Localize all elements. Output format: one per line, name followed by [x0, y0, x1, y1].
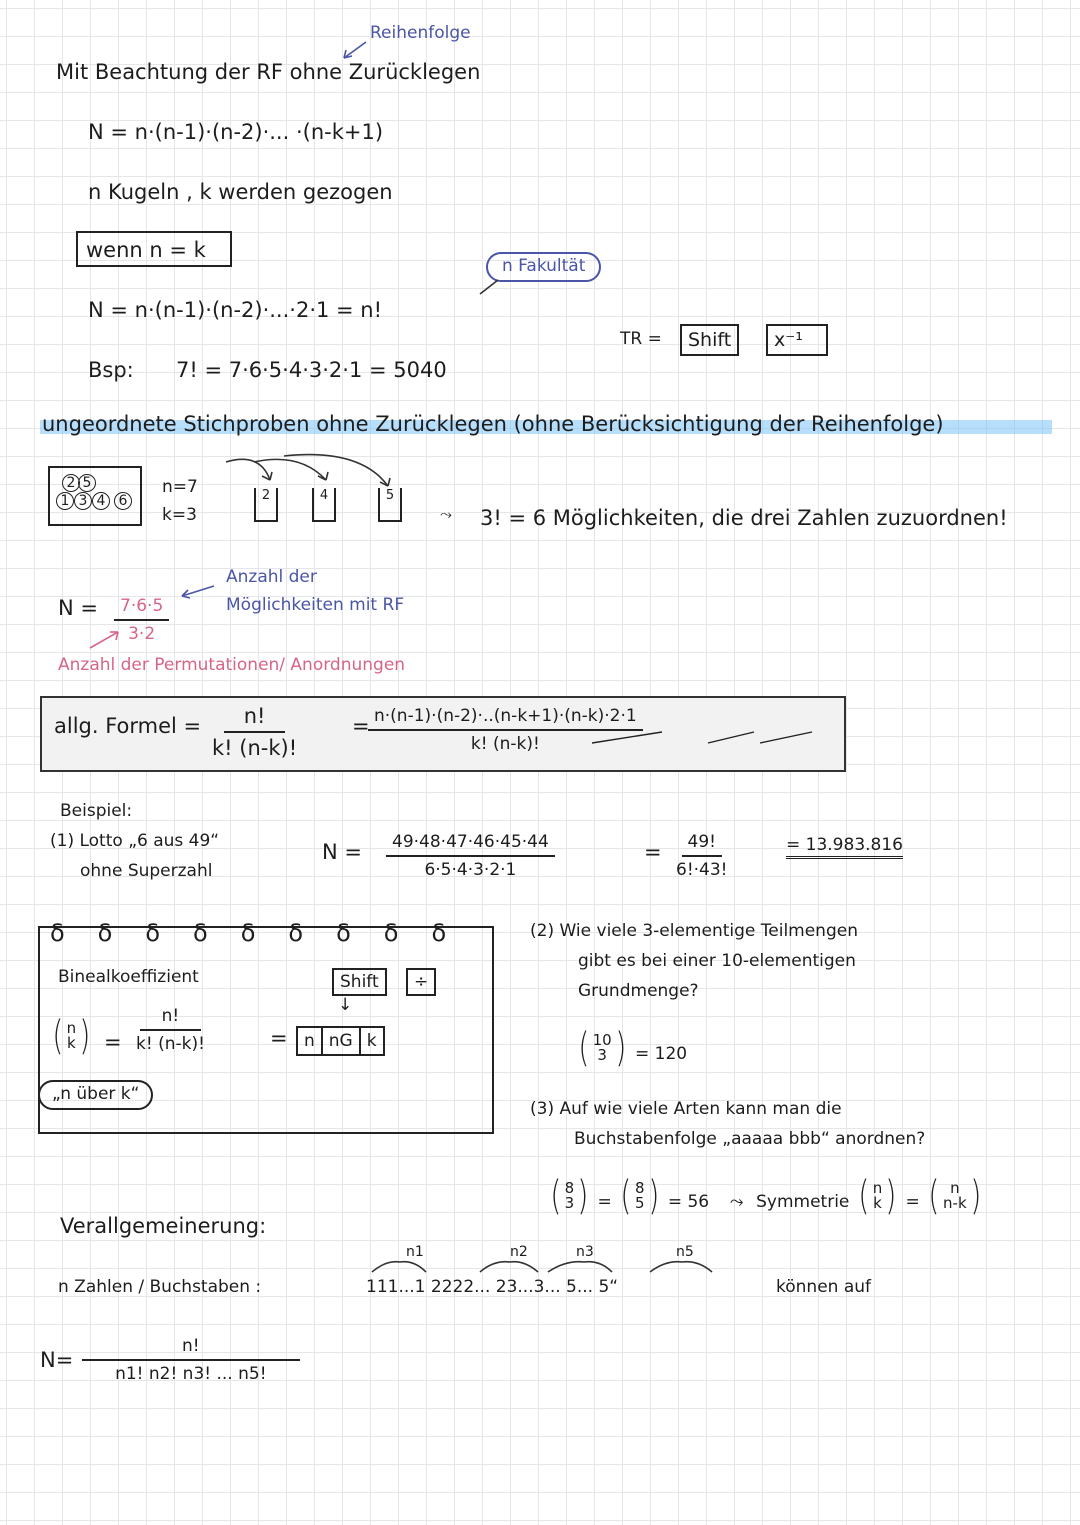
lotto-N-label: N =: [322, 840, 362, 864]
fraction-denominator: 3·2: [128, 624, 156, 644]
fraction-example: [114, 596, 169, 644]
binomial: ( n n-k ): [928, 1173, 981, 1219]
question-2-line-2: gibt es bei einer 10-elementigen: [578, 951, 856, 971]
permutation-text: 3! = 6 Möglichkeiten, die drei Zahlen zuzuordnen!: [480, 506, 1008, 530]
fraction-numerator: 7·6·5: [114, 596, 169, 621]
annotation-possibilities-2: Möglichkeiten mit RF: [226, 595, 405, 615]
ball: 2: [62, 474, 80, 492]
generalization-tail: können auf: [776, 1277, 872, 1297]
lotto-line-2: ohne Superzahl: [80, 861, 213, 881]
N-label: N=: [40, 1348, 74, 1372]
lotto-denominator-1: 6·5·4·3·2·1: [424, 860, 517, 880]
section-heading-unordered: ungeordnete Stichproben ohne Zurücklegen (ohne Berücksichtigung der Reihenfolge): [42, 412, 944, 436]
case-text: wenn n = k: [86, 238, 206, 262]
group-label: n2: [510, 1244, 528, 1260]
binomial-denominator: k! (n-k)!: [136, 1034, 205, 1054]
formula-ordered: N = n·(n-1)·(n-2)·... ·(n-k+1): [88, 120, 384, 144]
k-value: k=3: [162, 505, 197, 525]
lotto-fraction-2: [676, 832, 727, 880]
generalization-sequence: 111...1 2222... 23...3... 5... 5“: [366, 1277, 619, 1297]
generalization-heading: Verallgemeinerung:: [60, 1214, 267, 1238]
annotation-reihenfolge: Reihenfolge: [370, 23, 471, 43]
slot: 4: [312, 488, 336, 522]
equals-sign: =: [270, 1026, 288, 1050]
calc-k: k: [366, 1031, 377, 1051]
key-inverse: x⁻¹: [766, 324, 828, 356]
calculator-input: [296, 1026, 385, 1056]
question-2-line-1: (2) Wie viele 3-elementige Teilmengen: [530, 921, 858, 941]
generalization-line: n Zahlen / Buchstaben :: [58, 1277, 262, 1297]
lotto-numerator-2: 49!: [682, 832, 722, 857]
equals-sign: =: [352, 714, 370, 738]
ball: 1: [56, 492, 74, 510]
N-label: N =: [58, 596, 98, 620]
question-2-answer: ( 10 3 ) = 120: [576, 1028, 687, 1068]
calc-n: n: [304, 1031, 315, 1051]
binomial: ( 8 5 ): [620, 1173, 659, 1219]
formula-denominator: k! (n-k)!: [212, 736, 298, 760]
key-divide: ÷: [406, 968, 436, 996]
section-heading-ordered: Mit Beachtung der RF ohne Zurücklegen: [56, 60, 481, 84]
lotto-line-1: (1) Lotto „6 aus 49“: [50, 831, 220, 851]
multinomial-denominator: n1! n2! n3! ... n5!: [115, 1364, 267, 1384]
key-shift: Shift: [332, 968, 387, 996]
general-formula-fraction: [212, 704, 297, 760]
ball: 4: [92, 492, 110, 510]
key-shift: Shift: [680, 324, 739, 356]
binomial-label: Binealkoeffizient: [58, 967, 199, 987]
decorative-symbols: δδδδδδδδδ: [50, 919, 480, 947]
group-label: n1: [406, 1244, 424, 1260]
group-label: n5: [676, 1244, 694, 1260]
ball: 6: [114, 492, 132, 510]
multinomial-numerator: n!: [82, 1336, 300, 1361]
expanded-formula-fraction: [368, 706, 643, 754]
lotto-numerator-1: 49·48·47·46·45·44: [386, 832, 555, 857]
squiggle-arrow-icon: ⤳: [440, 505, 453, 523]
slot: 2: [254, 488, 278, 522]
binomial-numerator: n!: [140, 1006, 202, 1031]
n-value: n=7: [162, 477, 198, 497]
lotto-denominator-2: 6!·43!: [676, 860, 728, 880]
formula-numerator: n!: [224, 704, 286, 733]
binomial: ( 10 3 ): [578, 1025, 626, 1071]
example-factorial: 7! = 7·6·5·4·3·2·1 = 5040: [176, 358, 447, 382]
lotto-result: = 13.983.816: [786, 836, 903, 859]
question-3-line-1: (3) Auf wie viele Arten kann man die: [530, 1099, 842, 1119]
expanded-denominator: k! (n-k)!: [470, 734, 540, 754]
ball: 5: [78, 474, 96, 492]
binomial-symbol: ( n k ): [52, 1013, 91, 1059]
binomial-fraction: [136, 1006, 205, 1054]
formula-factorial: N = n·(n-1)·(n-2)·...·2·1 = n!: [88, 298, 383, 322]
example-label: Bsp:: [88, 358, 134, 382]
binomial: ( 8 3 ): [550, 1173, 589, 1219]
arrow-down-icon: ↓: [338, 995, 353, 1015]
question-3-line-2: Buchstabenfolge „aaaaa bbb“ anordnen?: [574, 1129, 926, 1149]
formula-label: allg. Formel =: [54, 714, 202, 738]
calculator-label: TR =: [620, 329, 662, 349]
annotation-possibilities-1: Anzahl der: [226, 567, 317, 587]
equals-sign: =: [104, 1030, 122, 1054]
symmetry-label: Symmetrie: [756, 1192, 850, 1213]
squiggle-arrow-icon: ⤳: [729, 1192, 744, 1213]
examples-label: Beispiel:: [60, 801, 133, 821]
slot: 5: [378, 488, 402, 522]
expanded-numerator: n·(n-1)·(n-2)·..(n-k+1)·(n-k)·2·1: [368, 706, 643, 731]
description-balls: n Kugeln , k werden gezogen: [88, 180, 393, 204]
binomial: ( n k ): [858, 1173, 897, 1219]
key-ncr: nG: [321, 1028, 361, 1054]
question-3-answer: ( 8 3 ) = ( 8 5 ) = 56 ⤳ Symmetrie ( n k ) = ( n n-k ): [548, 1176, 983, 1216]
lotto-fraction-1: [386, 832, 555, 880]
lotto-equals: =: [644, 840, 662, 864]
group-label: n3: [576, 1244, 594, 1260]
annotation-permutations: Anzahl der Permutationen/ Anordnungen: [58, 655, 406, 675]
case-box: [76, 231, 232, 267]
ball: 3: [74, 492, 92, 510]
bubble-fakultaet: n Fakultät: [486, 252, 601, 282]
question-2-line-3: Grundmenge?: [578, 981, 699, 1001]
multinomial-fraction: [82, 1336, 300, 1384]
binomial-note: „n über k“: [38, 1080, 153, 1110]
